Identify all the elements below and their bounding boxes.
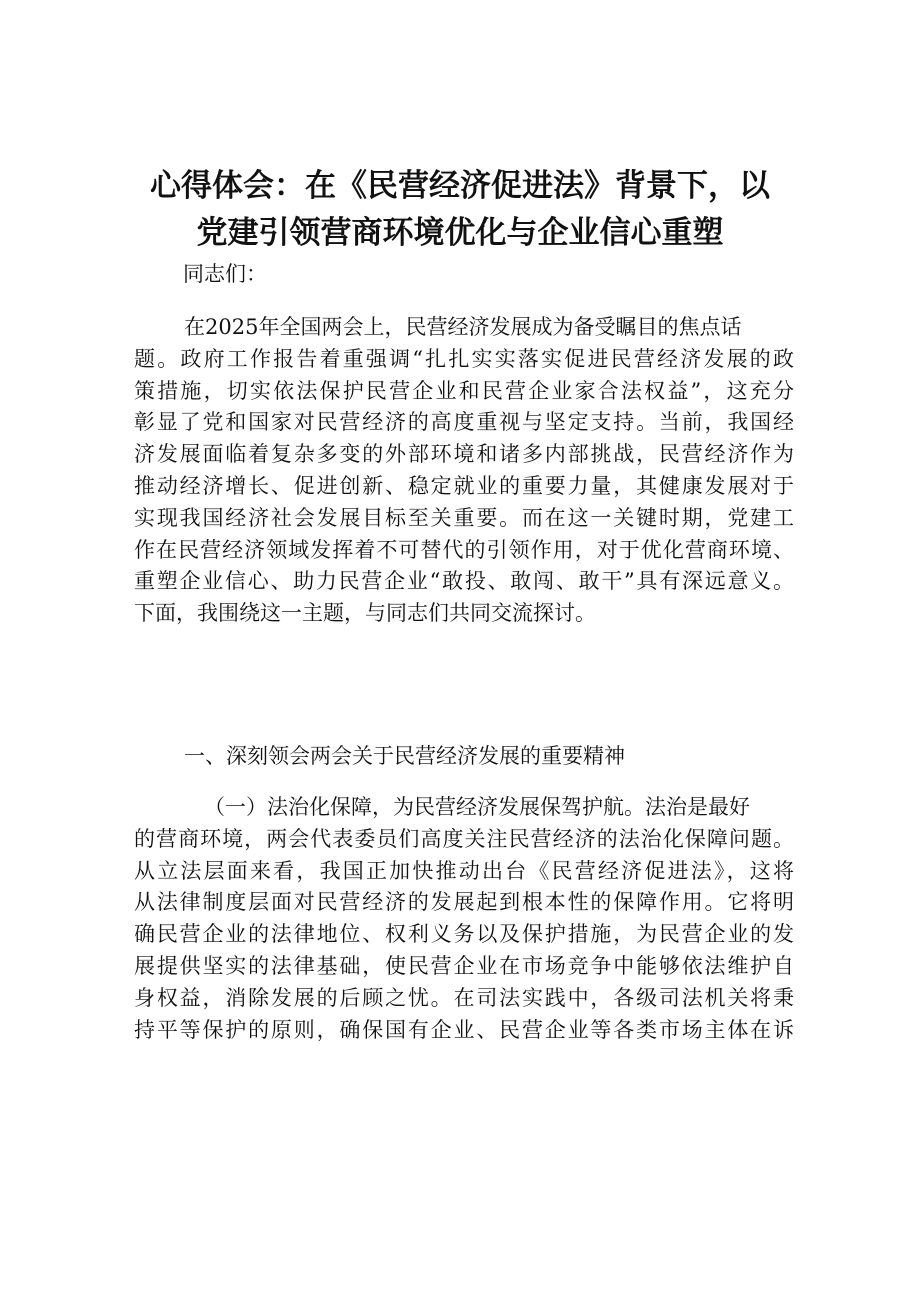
salutation: 同志们：	[183, 262, 267, 286]
paragraph-line: 题。政府工作报告着重强调“扎扎实实落实促进民营经济发展的政	[134, 346, 794, 371]
paragraph-line: 实现我国经济社会发展目标至关重要。而在这一关键时期，党建工	[134, 505, 794, 530]
title-line-2: 党建引领营商环境优化与企业信心重塑	[196, 215, 724, 251]
paragraph-line: 从立法层面来看，我国正加快推动出台《民营经济促进法》，这将	[134, 858, 794, 883]
paragraph-line: 的营商环境，两会代表委员们高度关注民营经济的法治化保障问题。	[134, 826, 794, 851]
title-line-1: 心得体会：在《民营经济促进法》背景下，以	[150, 168, 770, 204]
paragraph-line: 持平等保护的原则，确保国有企业、民营企业等各类市场主体在诉	[134, 1017, 794, 1042]
paragraph-line: 重塑企业信心、助力民营企业“敢投、敢闯、敢干”具有深远意义。	[134, 569, 794, 594]
paragraph-line: 从法律制度层面对民营经济的发展起到根本性的保障作用。它将明	[134, 890, 794, 915]
intro-paragraph	[134, 312, 794, 630]
paragraph-line: 作在民营经济领域发挥着不可替代的引领作用，对于优化营商环境、	[134, 537, 794, 562]
paragraph-line: 策措施，切实依法保护民营企业和民营企业家合法权益”，这充分	[134, 378, 794, 403]
section-paragraph	[134, 792, 794, 1046]
paragraph-line: 下面，我围绕这一主题，与同志们共同交流探讨。	[134, 601, 596, 626]
document-title	[100, 163, 820, 257]
paragraph-line: 展提供坚实的法律基础，使民营企业在市场竞争中能够依法维护自	[134, 953, 794, 978]
section-heading: 一、深刻领会两会关于民营经济发展的重要精神	[184, 744, 625, 768]
paragraph-line: 彰显了党和国家对民营经济的高度重视与坚定支持。当前，我国经	[134, 410, 794, 435]
paragraph-line: （一）法治化保障，为民营经济发展保驾护航。法治是最好	[204, 795, 750, 819]
paragraph-line: 确民营企业的法律地位、权利义务以及保护措施，为民营企业的发	[134, 922, 794, 947]
paragraph-line: 身权益，消除发展的后顾之忧。在司法实践中，各级司法机关将秉	[134, 985, 794, 1010]
paragraph-line: 在2025年全国两会上，民营经济发展成为备受瞩目的焦点话	[184, 315, 742, 339]
paragraph-line: 推动经济增长、促进创新、稳定就业的重要力量，其健康发展对于	[134, 473, 794, 498]
paragraph-line: 济发展面临着复杂多变的外部环境和诸多内部挑战，民营经济作为	[134, 442, 794, 467]
